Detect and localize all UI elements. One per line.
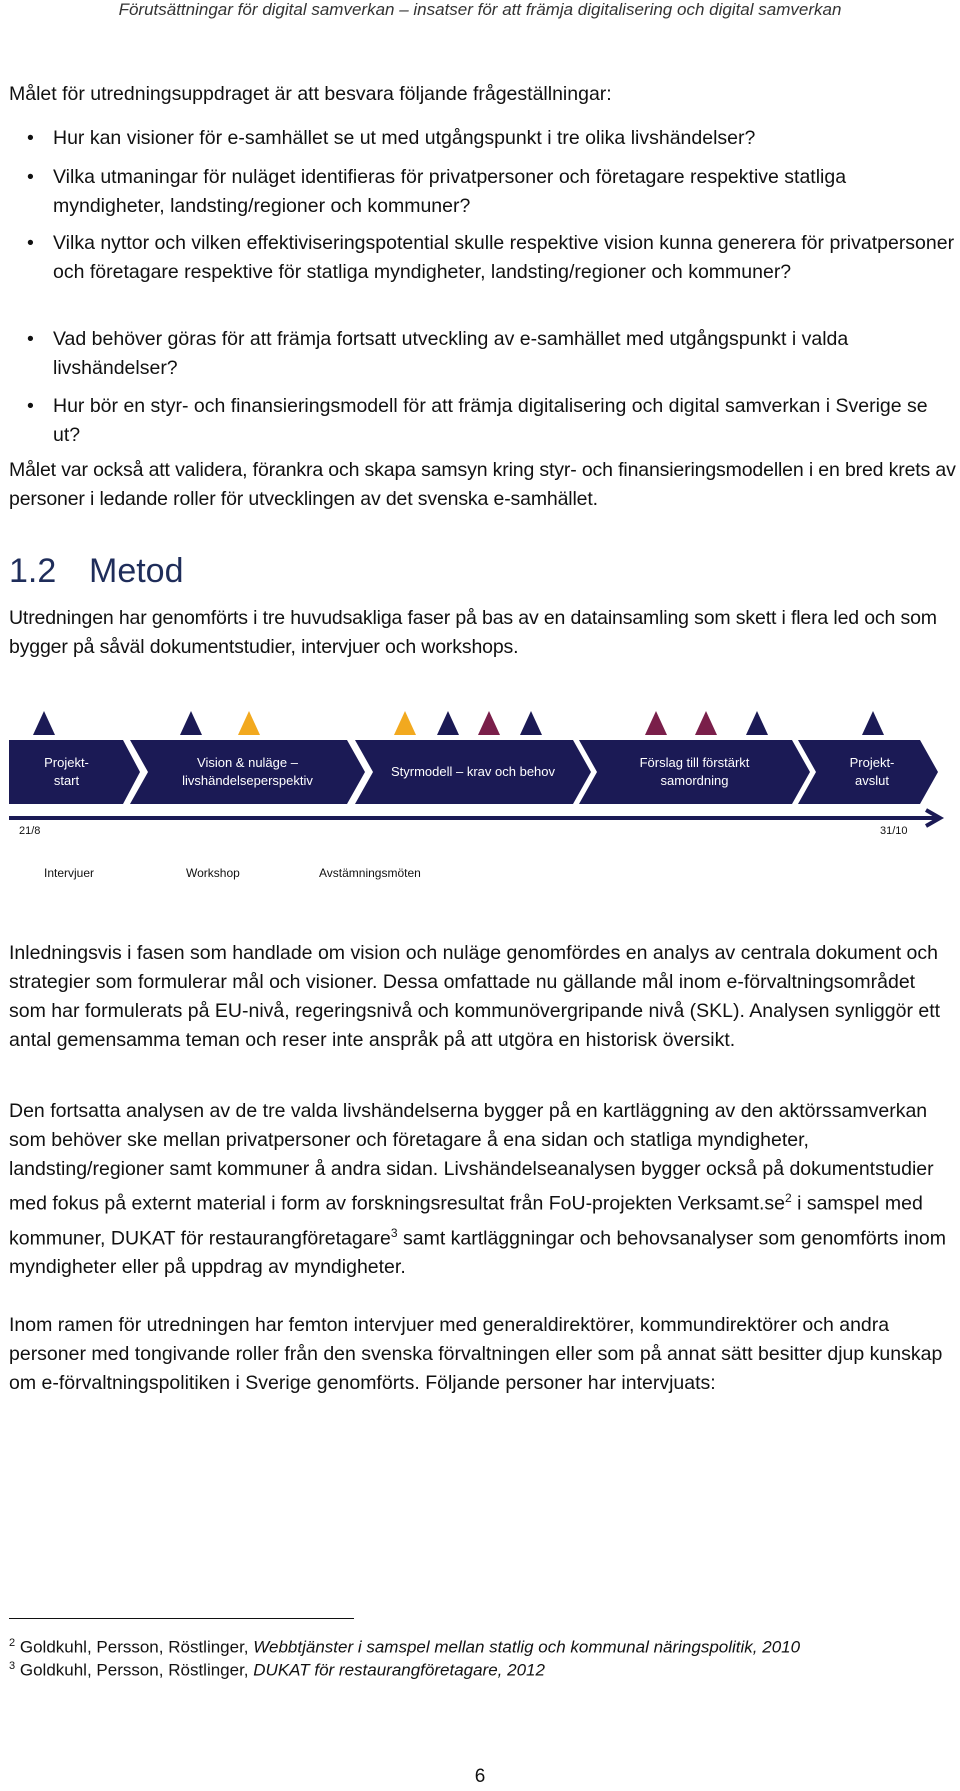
section-number: 1.2 xyxy=(9,552,57,590)
meeting-marker xyxy=(33,711,55,735)
legend-workshop: Workshop xyxy=(186,866,240,880)
legend-meetings: Avstämningsmöten xyxy=(319,866,421,880)
phase-project-end: Projekt- avslut xyxy=(798,740,938,804)
phase-project-start: Projekt- start xyxy=(9,740,140,804)
bullet-icon: • xyxy=(27,328,34,350)
running-header: Förutsättningar för digital samverkan – insatser för att främja digitalisering och digital samverkan xyxy=(118,0,842,19)
phase-forslag: Förslag till förstärkt samordning xyxy=(579,740,810,804)
footnote-2: $^2$ Goldkuhl, Persson, Röstlinger, Webbtjänster i samspel mellan statlig och kommunal näringspolitik, 2010 xyxy=(9,1637,801,1657)
bullet-icon: • xyxy=(27,127,34,149)
intro-text: Målet för utredningsuppdraget är att besvara följande frågeställningar: xyxy=(9,83,612,105)
bullet-icon: • xyxy=(27,232,34,254)
phase-styrmodell: Styrmodell – krav och behov xyxy=(355,740,591,804)
legend-interviews: Intervjuer xyxy=(44,866,95,880)
timeline-end-label: 31/10 xyxy=(880,825,908,837)
meeting-marker xyxy=(746,711,768,735)
paragraph-analysis: Inledningsvis i fasen som handlade om vision och nuläge genomfördes en analys av centrala dokument och strategier som formulerar mål och visioner. Dessa omfattade nu gällande mål inom e-förvaltningsområdet som har formulerats på EU-nivå, regeringsnivå och kommunövergripande nivå (SKL). Analysen synliggör ett antal gemensamma teman och reser inte anspråk på att utgöra en historisk översikt. xyxy=(9,942,941,1051)
paragraph-livshandelser: Den fortsatta analysen av de tre valda livshändelserna bygger på en kartläggning av den aktörssamverkan som behöver ske mellan privatpersoner och företagare å ena sidan och statliga myndigheter, landsting/regioner samt kommuner å andra sidan. Livshändelseanalysen bygger också på dokumentstudier med fokus på externt material i form av forskningsresultat från FoU-projekten $Verksamt.se^2$ i samspel med kommuner, DUKAT för restaurangföretagare$^3$ samt kartläggningar och behovsanalyser som genomförts inom myndigheter eller på uppdrag av myndigheter. xyxy=(9,1100,946,1278)
goal-paragraph: Målet var också att validera, förankra och skapa samsyn kring styr- och finansieringsmodellen i en bred krets av personer i ledande roller för utvecklingen av det svenska e-samhället. xyxy=(9,459,956,510)
method-intro: Utredningen har genomförts i tre huvudsakliga faser på bas av en datainsamling som skett i flera led och som bygger på såväl dokumentstudier, intervjuer och workshops. xyxy=(9,607,937,658)
interview-marker xyxy=(394,711,416,735)
workshop-marker xyxy=(695,711,717,735)
workshop-marker xyxy=(478,711,500,735)
meeting-marker xyxy=(520,711,542,735)
meeting-marker xyxy=(437,711,459,735)
paragraph-interviews: Inom ramen för utredningen har femton intervjuer med generaldirektörer, kommundirektörer och andra personer med tongivande roller från den svenska förvaltningen eller som på annat sätt besitter djup kunskap om e-förvaltningspolitiken i Sverige genomförts. Följande personer har intervjuats: xyxy=(9,1314,943,1394)
footnote-separator xyxy=(9,1618,354,1619)
phase-vision: Vision & nuläge – livshändelseperspektiv xyxy=(130,740,365,804)
section-title: Metod xyxy=(89,552,184,590)
page-number: 6 xyxy=(474,1766,486,1787)
section-heading xyxy=(9,552,184,591)
timeline-start-label: 21/8 xyxy=(19,825,41,837)
workshop-marker xyxy=(645,711,667,735)
meeting-marker xyxy=(862,711,884,735)
footnote-3: $^3$ Goldkuhl, Persson, Röstlinger, DUKAT för restaurangföretagare, 2012 xyxy=(9,1660,545,1680)
bullet-icon: • xyxy=(27,395,34,417)
bullet-icon: • xyxy=(27,166,34,188)
interview-marker xyxy=(238,711,260,735)
meeting-marker xyxy=(180,711,202,735)
